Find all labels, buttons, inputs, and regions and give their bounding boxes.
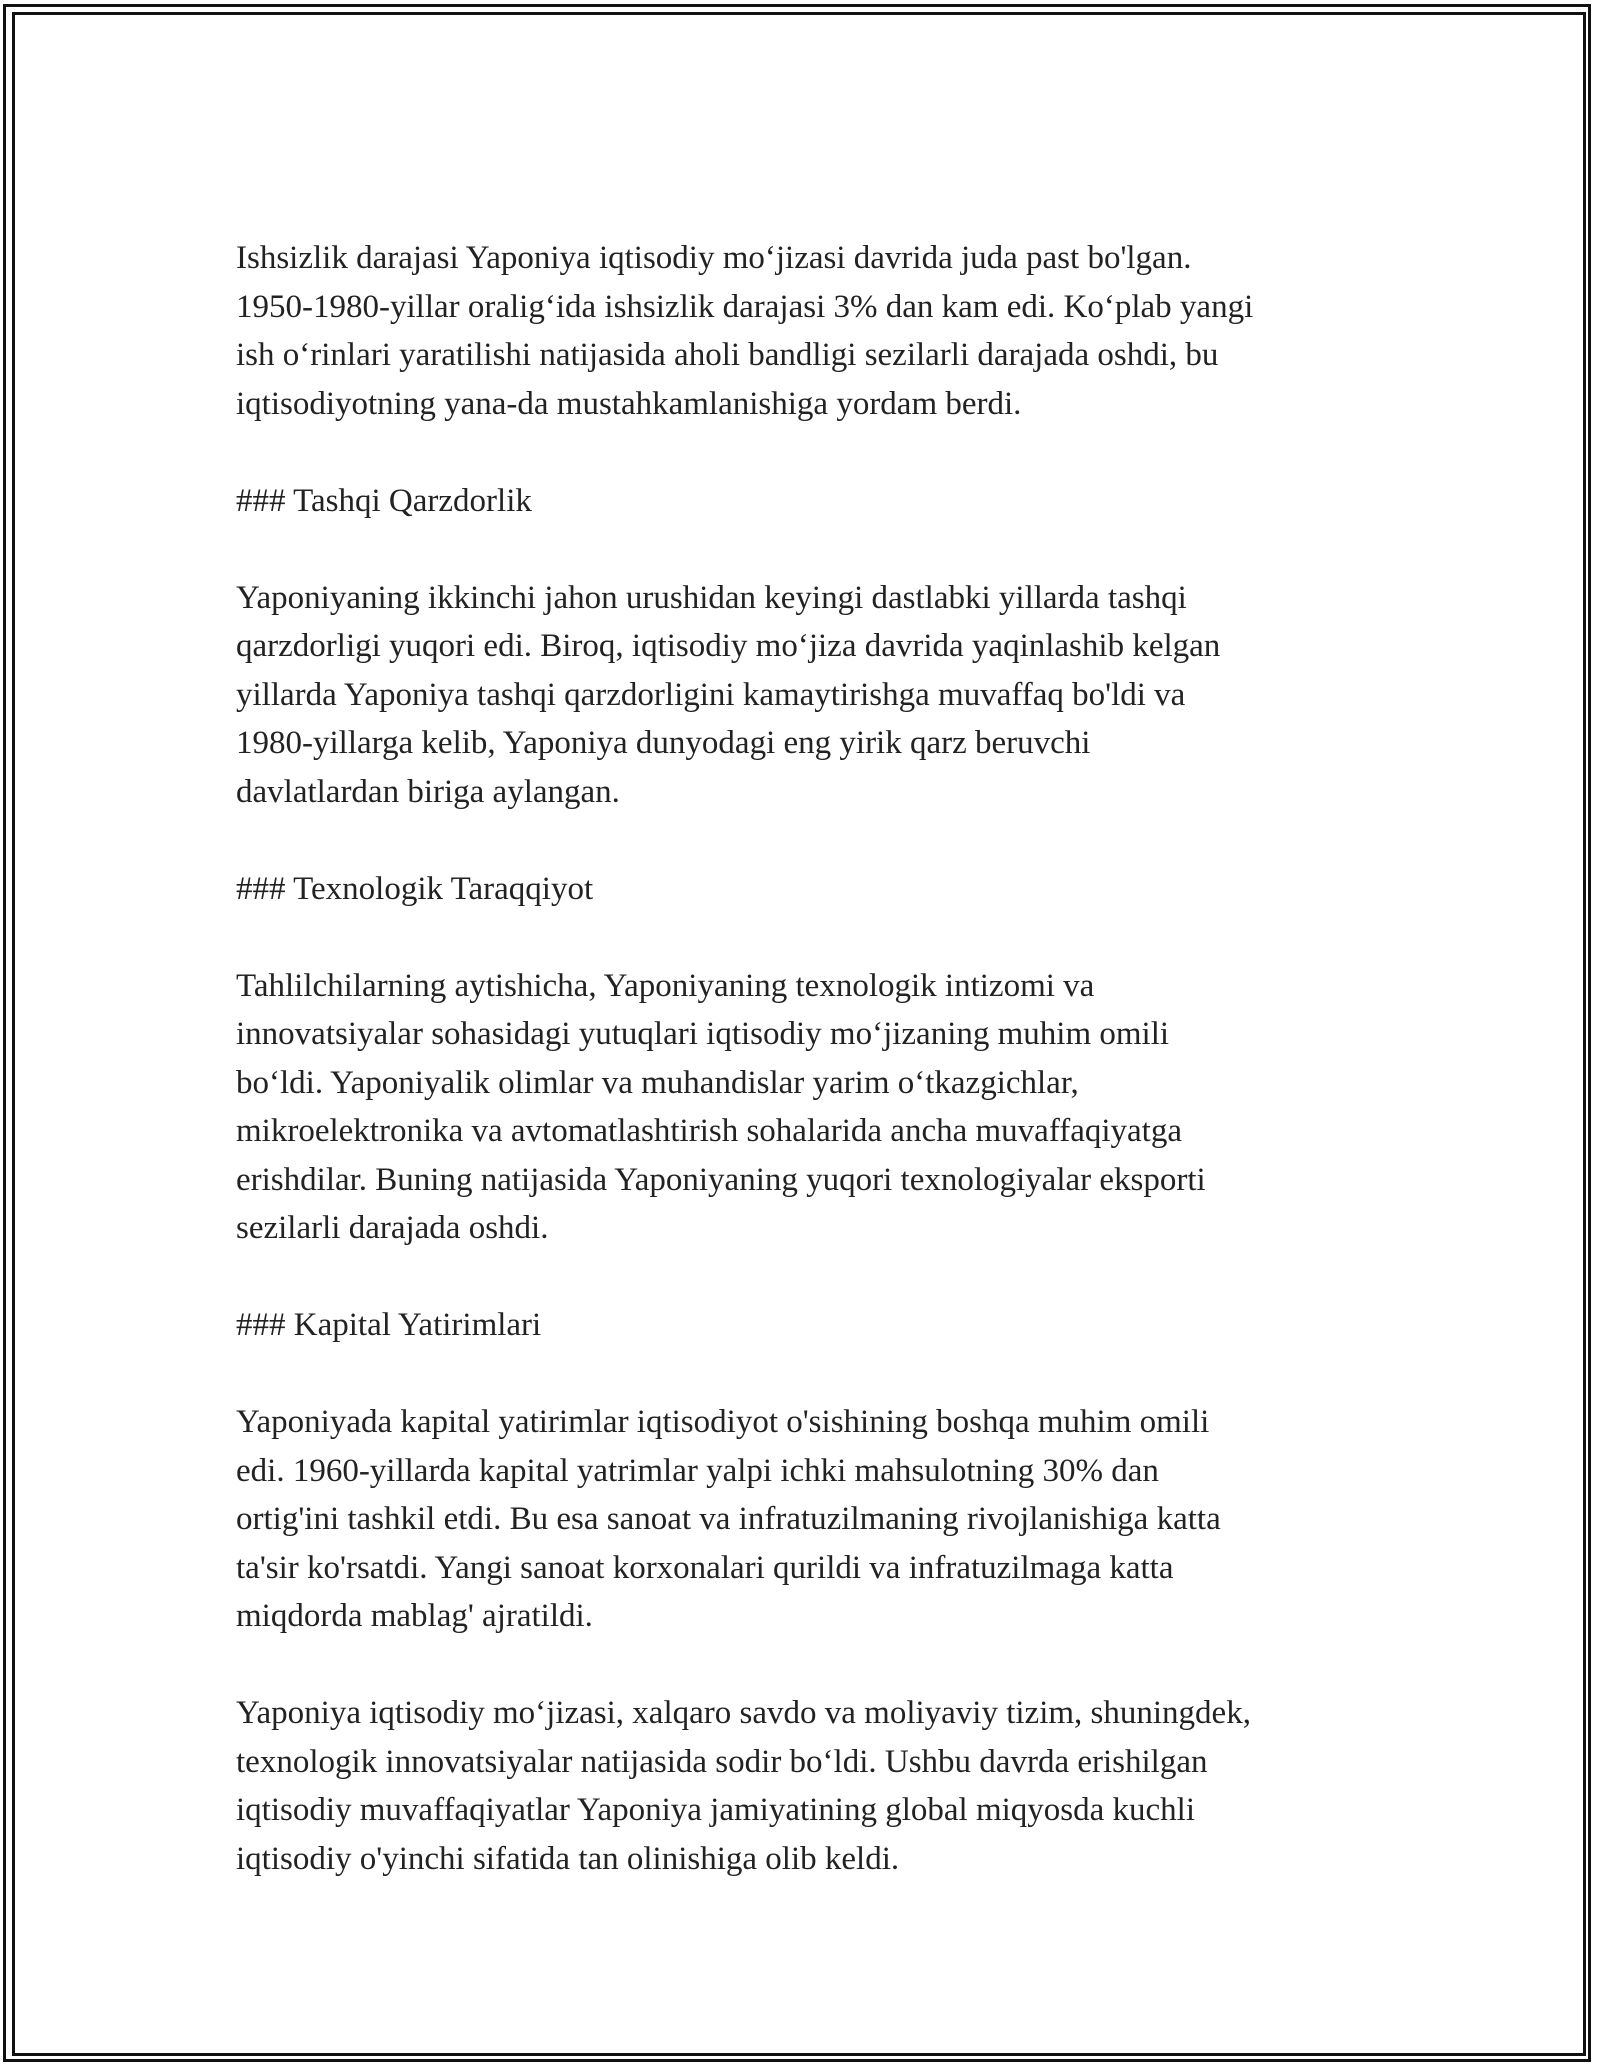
text-line: miqdorda mablag' ajratildi. [236, 1598, 593, 1634]
text-line: qarzdorligi yuqori edi. Biroq, iqtisodiy mo‘jiza davrida yaqinlashib kelgan [236, 628, 1221, 664]
paragraph-technology [236, 962, 1376, 1253]
text-line: innovatsiyalar sohasidagi yutuqlari iqtisodiy mo‘jizaning muhim omili [236, 1016, 1170, 1052]
blank-line [236, 1641, 1376, 1690]
heading-text: ### Tashqi Qarzdorlik [236, 482, 532, 519]
heading-technology [236, 865, 1376, 914]
heading-external-debt [236, 477, 1376, 526]
text-line: ta'sir ko'rsatdi. Yangi sanoat korxonalari qurildi va infratuzilmaga katta [236, 1549, 1174, 1586]
text-line: yillarda Yaponiya tashqi qarzdorligini kamaytirishga muvaffaq bo'ldi va [236, 676, 1186, 713]
text-line: edi. 1960-yillarda kapital yatrimlar yalpi ichki mahsulotning 30% dan [236, 1452, 1159, 1489]
text-line: erishdilar. Buning natijasida Yaponiyaning yuqori texnologiyalar eksporti [236, 1161, 1206, 1198]
text-line: texnologik innovatsiyalar natijasida sodir bo‘ldi. Ushbu davrda erishilgan [236, 1743, 1208, 1780]
document-body [236, 234, 1376, 1883]
text-line: ortig'ini tashkil etdi. Bu esa sanoat va infratuzilmaning rivojlanishiga katta [236, 1501, 1221, 1537]
text-line: Yaponiya iqtisodiy mo‘jizasi, xalqaro savdo va moliyaviy tizim, shuningdek, [236, 1695, 1251, 1731]
paragraph-external-debt [236, 574, 1376, 817]
text-line: Yaponiyada kapital yatirimlar iqtisodiyot o'sishining boshqa muhim omili [236, 1404, 1210, 1440]
text-line: Ishsizlik darajasi Yaponiya iqtisodiy mo‘jizasi davrida juda past bo'lgan. [236, 240, 1192, 276]
blank-line [236, 816, 1376, 865]
heading-text: ### Texnologik Taraqqiyot [236, 870, 594, 907]
text-line: sezilarli darajada oshdi. [236, 1210, 549, 1246]
text-line: iqtisodiyotning yana-da mustahkamlanishiga yordam berdi. [236, 385, 1022, 422]
blank-line [236, 913, 1376, 962]
text-line: ish o‘rinlari yaratilishi natijasida aholi bandligi sezilarli darajada oshdi, bu [236, 337, 1219, 373]
paragraph-unemployment [236, 234, 1376, 428]
paragraph-conclusion [236, 1689, 1376, 1883]
text-line: mikroelektronika va avtomatlashtirish sohalarida ancha muvaffaqiyatga [236, 1113, 1182, 1149]
paragraph-capital-investment [236, 1398, 1376, 1641]
text-line: iqtisodiy muvaffaqiyatlar Yaponiya jamiyatining global miqyosda kuchli [236, 1792, 1196, 1828]
blank-line [236, 525, 1376, 574]
blank-line [236, 1253, 1376, 1302]
text-line: iqtisodiy o'yinchi sifatida tan olinishiga olib keldi. [236, 1840, 900, 1877]
text-line: 1980-yillarga kelib, Yaponiya dunyodagi eng yirik qarz beruvchi [236, 725, 1091, 761]
text-line: Tahlilchilarning aytishicha, Yaponiyaning texnologik intizomi va [236, 967, 1095, 1004]
blank-line [236, 1350, 1376, 1399]
heading-text: ### Kapital Yatirimlari [236, 1307, 542, 1343]
text-line: davlatlardan biriga aylangan. [236, 773, 620, 810]
heading-capital-investment [236, 1301, 1376, 1350]
blank-line [236, 428, 1376, 477]
text-line: 1950-1980-yillar oralig‘ida ishsizlik darajasi 3% dan kam edi. Ko‘plab yangi [236, 288, 1254, 325]
text-line: Yaponiyaning ikkinchi jahon urushidan keyingi dastlabki yillarda tashqi [236, 579, 1187, 616]
text-line: bo‘ldi. Yaponiyalik olimlar va muhandislar yarim o‘tkazgichlar, [236, 1064, 1079, 1101]
